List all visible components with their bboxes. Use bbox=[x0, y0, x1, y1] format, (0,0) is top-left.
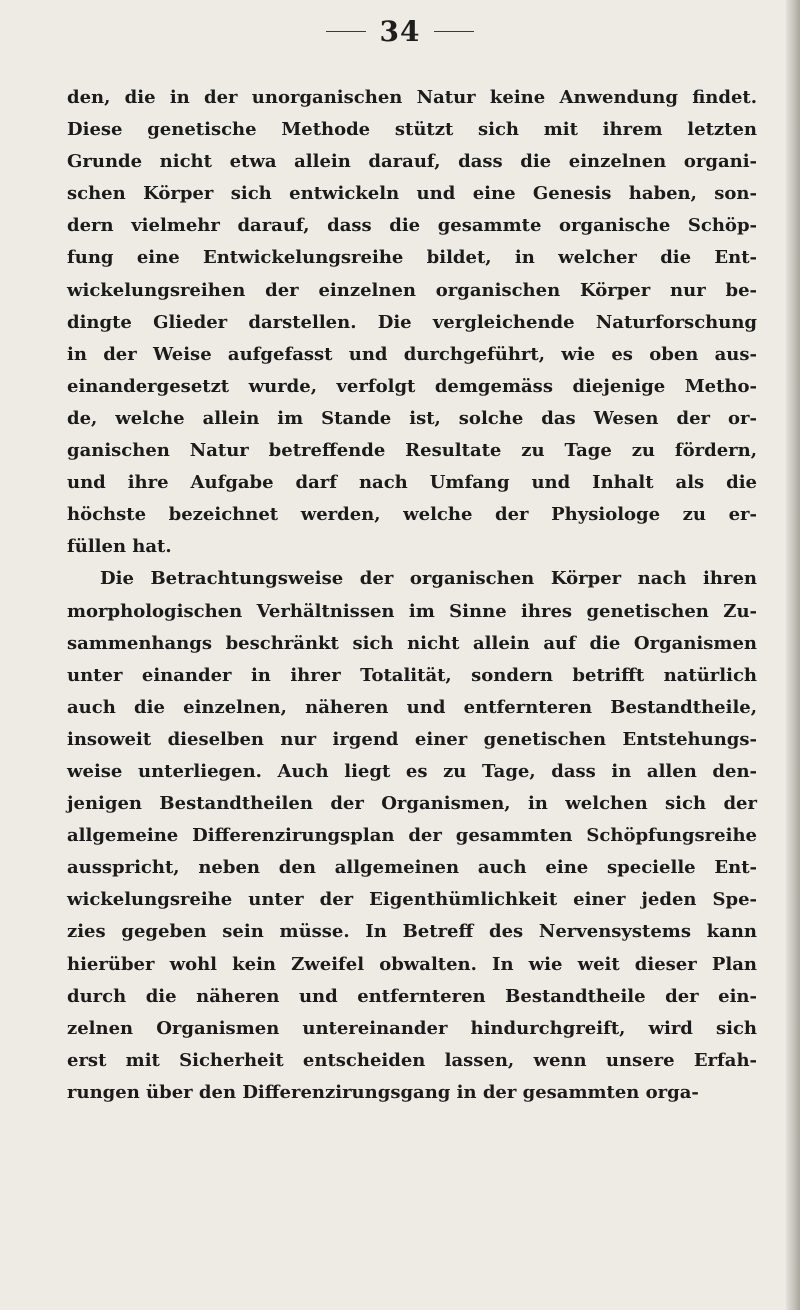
text-line: füllen hat. bbox=[67, 536, 172, 558]
page-header bbox=[0, 6, 800, 56]
header-rule-right bbox=[434, 31, 474, 32]
text-line: insoweit dieselben nur irgend einer genetischen Entstehungs- bbox=[67, 728, 757, 750]
text-line: fung eine Entwickelungsreihe bildet, in welcher die Ent- bbox=[67, 247, 757, 269]
text-line: auch die einzelnen, näheren und entfernteren Bestandtheile, bbox=[67, 696, 757, 718]
text-line: allgemeine Differenzirungsplan der gesammten Schöpfungsreihe bbox=[67, 825, 757, 847]
header-rule-left bbox=[326, 31, 366, 32]
text-line: wickelungsreihen der einzelnen organischen Körper nur be- bbox=[67, 279, 757, 301]
page-number: 34 bbox=[379, 14, 421, 48]
text-line: den, die in der unorganischen Natur keine Anwendung findet. bbox=[67, 87, 757, 108]
text-line: Grunde nicht etwa allein darauf, dass die einzelnen organi- bbox=[67, 151, 757, 173]
text-line: hierüber wohl kein Zweifel obwalten. In wie weit dieser Plan bbox=[67, 953, 757, 975]
body-text bbox=[67, 82, 757, 1109]
text-line: höchste bezeichnet werden, welche der Physiologe zu er- bbox=[67, 504, 757, 526]
text-line: schen Körper sich entwickeln und eine Genesis haben, son- bbox=[67, 183, 757, 205]
text-line: zelnen Organismen untereinander hindurchgreift, wird sich bbox=[67, 1017, 757, 1039]
text-line: dern vielmehr darauf, dass die gesammte organische Schöp- bbox=[67, 215, 757, 237]
paragraph bbox=[67, 82, 757, 563]
text-line: morphologischen Verhältnissen im Sinne ihres genetischen Zu- bbox=[67, 600, 757, 622]
text-line: rungen über den Differenzirungsgang in der gesammten orga- bbox=[67, 1081, 699, 1103]
paragraph bbox=[67, 563, 757, 1109]
text-line: sammenhangs beschränkt sich nicht allein auf die Organismen bbox=[67, 632, 757, 654]
text-line: unter einander in ihrer Totalität, sondern betrifft natürlich bbox=[67, 664, 757, 686]
text-line: durch die näheren und entfernteren Bestandtheile der ein- bbox=[67, 985, 757, 1007]
page-binding-edge bbox=[786, 0, 800, 1310]
text-line: ganischen Natur betreffende Resultate zu Tage zu fördern, bbox=[67, 440, 757, 462]
text-line: dingte Glieder darstellen. Die vergleichende Naturforschung bbox=[67, 311, 757, 333]
text-line: Die Betrachtungsweise der organischen Körper nach ihren bbox=[100, 568, 757, 590]
text-line: in der Weise aufgefasst und durchgeführt, wie es oben aus- bbox=[67, 343, 757, 365]
text-line: jenigen Bestandtheilen der Organismen, in welchen sich der bbox=[67, 793, 757, 815]
text-line: wickelungsreihe unter der Eigenthümlichkeit einer jeden Spe- bbox=[67, 889, 757, 911]
text-line: erst mit Sicherheit entscheiden lassen, wenn unsere Erfah- bbox=[67, 1049, 757, 1071]
text-line: de, welche allein im Stande ist, solche das Wesen der or- bbox=[67, 407, 757, 429]
text-line: Diese genetische Methode stützt sich mit ihrem letzten bbox=[67, 119, 757, 141]
text-line: zies gegeben sein müsse. In Betreff des Nervensystems kann bbox=[67, 921, 757, 943]
text-line: einandergesetzt wurde, verfolgt demgemäss diejenige Metho- bbox=[67, 375, 757, 397]
text-line: weise unterliegen. Auch liegt es zu Tage, dass in allen den- bbox=[67, 760, 757, 782]
text-line: und ihre Aufgabe darf nach Umfang und Inhalt als die bbox=[67, 472, 757, 494]
text-line: ausspricht, neben den allgemeinen auch eine specielle Ent- bbox=[67, 857, 757, 879]
